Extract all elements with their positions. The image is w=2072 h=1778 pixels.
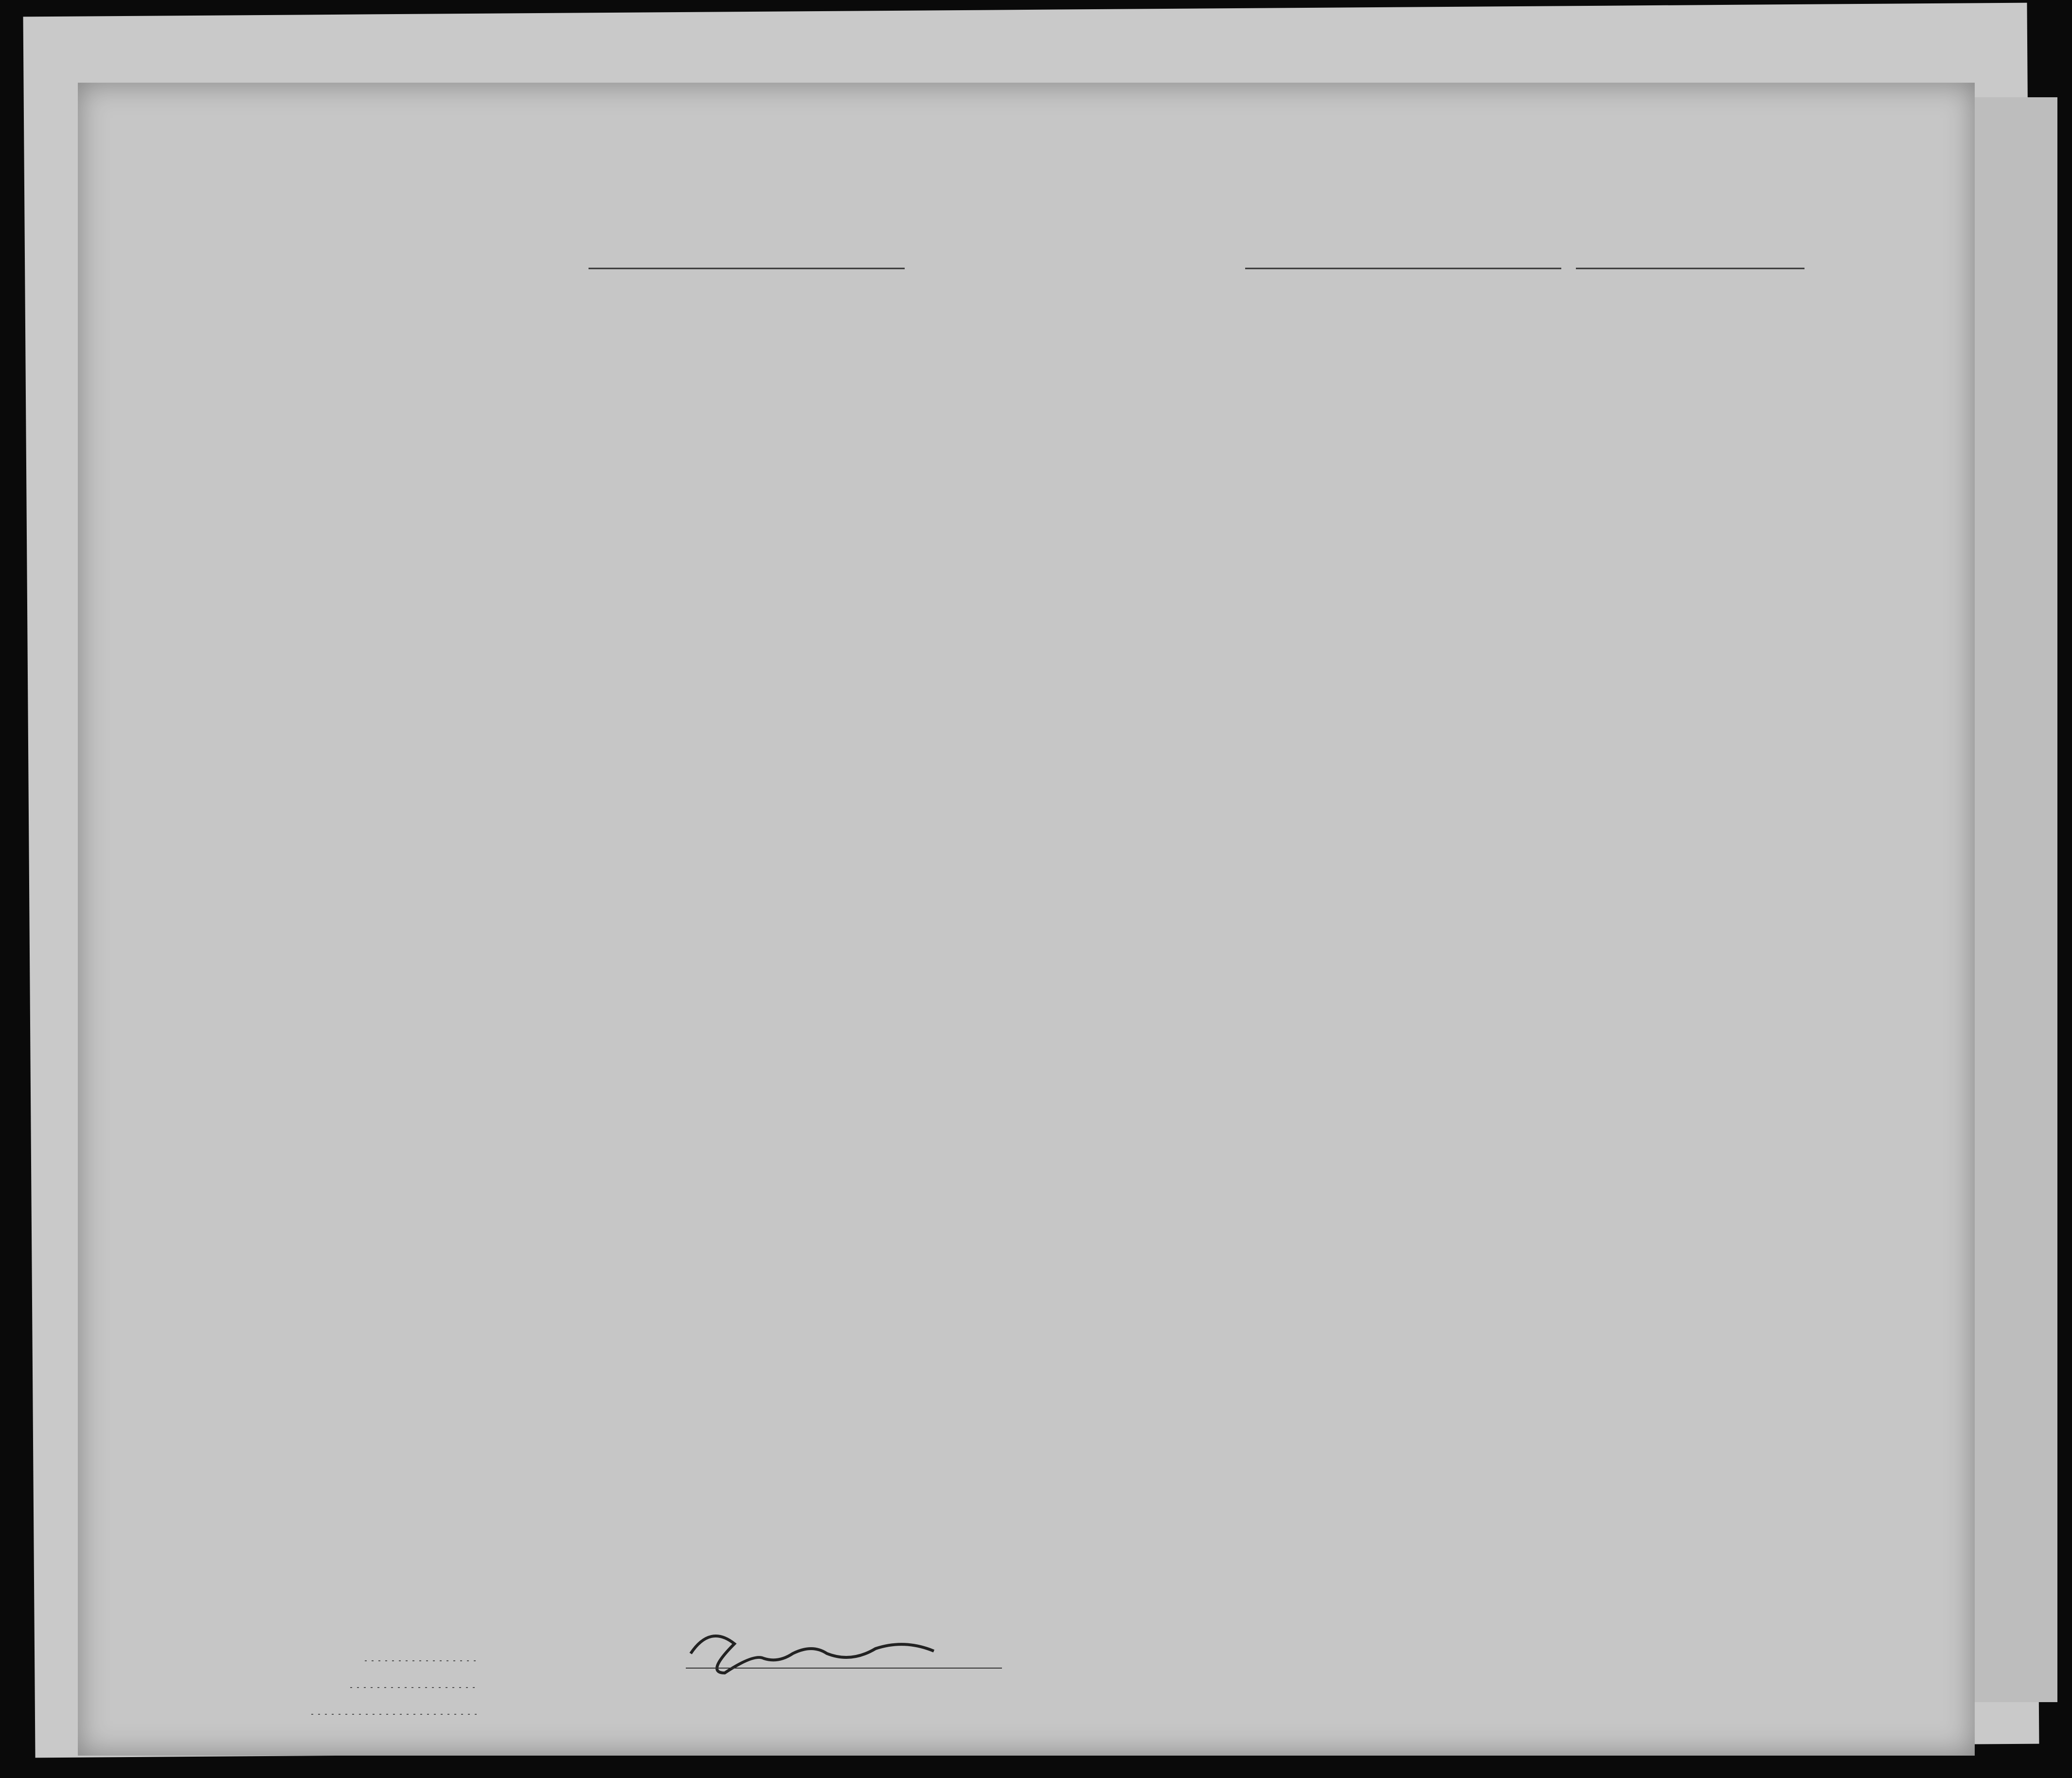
footer-dots [78,83,1975,1756]
adjacent-sheet [1960,97,2057,1702]
manifest-sheet [78,83,1975,1756]
